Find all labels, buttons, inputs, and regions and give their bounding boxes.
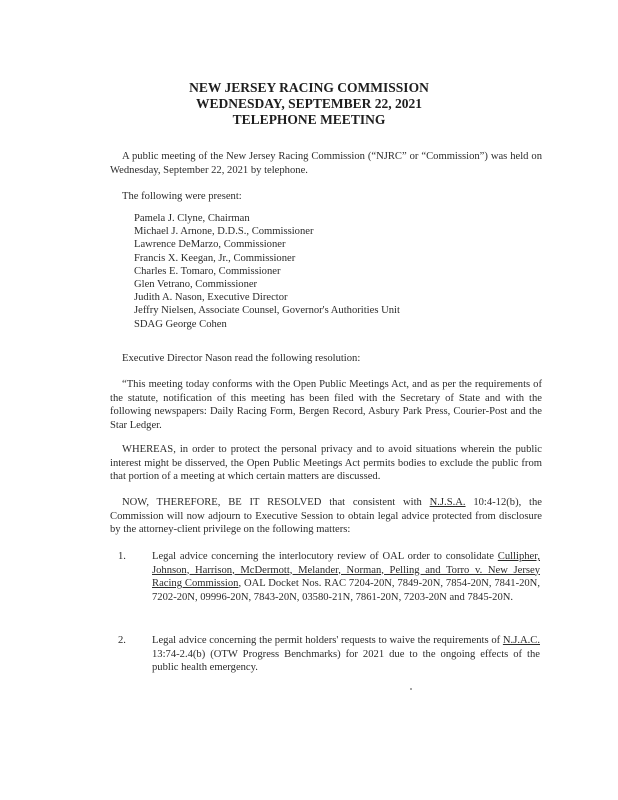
resolved-text-start: NOW, THEREFORE, BE IT RESOLVED that consistent with xyxy=(122,497,430,508)
attendee-item: Pamela J. Clyne, Chairman xyxy=(134,213,250,224)
attendee-item: Charles E. Tomaro, Commissioner xyxy=(134,265,281,277)
intro-paragraph: A public meeting of the New Jersey Racing Commission (“NJRC” or “Commission”) was held on Wednesday, September 22, 2021 by telephone. xyxy=(110,151,542,176)
attendee-item: Judith A. Nason, Executive Director xyxy=(134,292,288,304)
resolved-paragraph xyxy=(110,496,542,537)
whereas-paragraph: WHEREAS, in order to protect the personal privacy and to avoid situations wherein the public interest might be disserved, the Open Public Meetings Act permits bodies to exclude the public from that portion of a meeting at which certain matters are discussed. xyxy=(110,444,542,482)
matter-item-1 xyxy=(152,550,540,604)
title-line-date: WEDNESDAY, SEPTEMBER 22, 2021 xyxy=(196,96,422,111)
matter-text-end: 13:74-2.4(b) (OTW Progress Benchmarks) for 2021 due to the ongoing effects of the public health emergency. xyxy=(152,648,540,673)
attendee-item: Michael J. Arnone, D.D.S., Commissioner xyxy=(134,226,314,238)
attendee-item: Jeffry Nielsen, Associate Counsel, Governor's Authorities Unit xyxy=(134,305,400,317)
matter-item-2 xyxy=(152,634,540,675)
case-name: Cullipher, Johnson, Harrison, McDermott, Melander, Norman, Pelling and Torro v. New Jersey Racing Commission xyxy=(152,551,540,589)
resolved-text-end: 10:4-12(b), the Commission will now adjourn to Executive Session to obtain legal advice protected from disclosure by the attorney-client privilege on the following matters: xyxy=(110,497,542,535)
attendee-item: Glen Vetrano, Commissioner xyxy=(134,279,258,291)
title-line-meeting-type: TELEPHONE MEETING xyxy=(232,112,386,127)
scan-speck xyxy=(410,688,412,690)
attendee-item: SDAG George Cohen xyxy=(134,318,227,330)
matter-text-end: , OAL Docket Nos. RAC 7204-20N, 7849-20N, 7854-20N, 7841-20N, 7202-20N, 09996-20N, 7843-20N, 03580-21N, 7861-20N, 7203-20N and 7845-20N. xyxy=(152,578,540,603)
matter-text-start: Legal advice concerning the interlocutory review of OAL order to consolidate xyxy=(152,551,498,562)
item-number: 1. xyxy=(118,551,126,562)
attendee-item: Francis X. Keegan, Jr., Commissioner xyxy=(134,252,296,264)
notice-paragraph: “This meeting today conforms with the Open Public Meetings Act, and as per the requirements of the statute, notification of this meeting has been filed with the Secretary of State and with the following newspapers: Daily Racing Form, Bergen Record, Asbury Park Press, Courier-Post and the Star Ledger. xyxy=(110,379,542,431)
item-number: 2. xyxy=(118,635,126,646)
matter-text-start: Legal advice concerning the permit holders' requests to waive the requirements of xyxy=(152,635,503,646)
regulation-citation: N.J.A.C. xyxy=(502,635,540,646)
document-title xyxy=(0,80,618,128)
attendee-item: Lawrence DeMarzo, Commissioner xyxy=(134,239,286,251)
attendee-list xyxy=(134,212,400,331)
resolution-intro: Executive Director Nason read the following resolution: xyxy=(122,353,361,364)
present-label: The following were present: xyxy=(122,191,242,202)
statute-citation: N.J.S.A. xyxy=(429,497,466,508)
title-line-commission: NEW JERSEY RACING COMMISSION xyxy=(189,80,429,95)
